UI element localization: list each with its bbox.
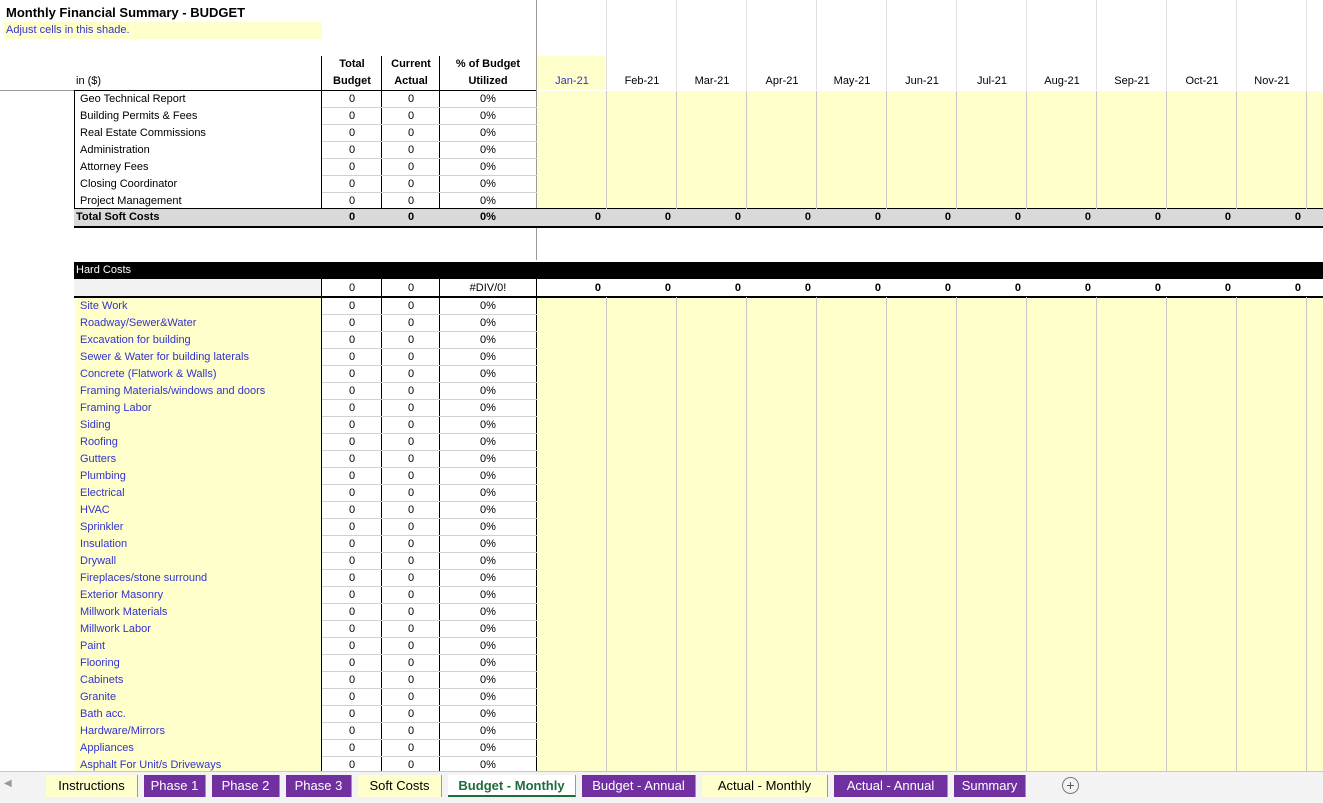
row-label[interactable]: Sewer & Water for building laterals <box>80 351 249 363</box>
month-total-value: 0 <box>734 282 741 294</box>
row-budget: 0 <box>348 351 356 363</box>
gridline <box>746 297 747 771</box>
month-header: Aug-21 <box>1044 75 1080 87</box>
row-label[interactable]: Appliances <box>80 742 134 754</box>
gridline <box>956 91 957 209</box>
row-budget: 0 <box>348 589 356 601</box>
row-label: Administration <box>80 144 150 156</box>
row-budget: 0 <box>348 555 356 567</box>
month-total-value: 0 <box>664 282 671 294</box>
gridline <box>1236 0 1237 90</box>
row-budget: 0 <box>348 144 356 156</box>
row-budget: 0 <box>348 453 356 465</box>
pct-utilized-header-2: Utilized <box>468 75 508 87</box>
row-budget: 0 <box>348 487 356 499</box>
row-actual: 0 <box>407 368 415 380</box>
row-budget: 0 <box>348 504 356 516</box>
row-pct: 0% <box>480 419 496 431</box>
month-total-value: 0 <box>664 211 671 223</box>
tab-phase-2[interactable]: Phase 2 <box>212 775 280 797</box>
row-label[interactable]: HVAC <box>80 504 110 516</box>
gridline <box>606 297 607 771</box>
row-label[interactable]: Electrical <box>80 487 125 499</box>
gridline <box>1096 297 1097 771</box>
row-actual: 0 <box>407 195 415 207</box>
month-total-value: 0 <box>1154 211 1161 223</box>
row-actual: 0 <box>407 487 415 499</box>
gridline <box>1306 297 1307 771</box>
tab-phase-1[interactable]: Phase 1 <box>144 775 206 797</box>
row-budget: 0 <box>348 725 356 737</box>
row-label[interactable]: Gutters <box>80 453 117 465</box>
month-total-value: 0 <box>594 211 601 223</box>
row-pct: 0% <box>480 623 496 635</box>
row-actual: 0 <box>407 640 415 652</box>
row-budget: 0 <box>348 742 356 754</box>
gridline <box>676 91 677 209</box>
row-budget: 0 <box>348 195 356 207</box>
row-pct: 0% <box>480 453 496 465</box>
tab-budget-annual[interactable]: Budget - Annual <box>582 775 696 797</box>
row-actual: 0 <box>407 419 415 431</box>
row-label[interactable]: Asphalt For Unit/s Driveways <box>80 759 222 771</box>
month-total-value: 0 <box>1084 282 1091 294</box>
row-label[interactable]: Millwork Materials <box>80 606 168 618</box>
plus-circle-icon[interactable]: + <box>1062 777 1079 794</box>
gridline <box>746 91 747 209</box>
gridline <box>1306 91 1307 209</box>
month-total-value: 0 <box>804 282 811 294</box>
total-soft-actual: 0 <box>407 211 415 223</box>
gridline <box>1166 91 1167 209</box>
gridline <box>1166 297 1167 771</box>
row-pct: 0% <box>480 385 496 397</box>
row-actual: 0 <box>407 334 415 346</box>
row-budget: 0 <box>348 606 356 618</box>
tab-instructions[interactable]: Instructions <box>46 775 138 797</box>
sheet-tab-bar <box>0 771 1323 803</box>
row-label[interactable]: Insulation <box>80 538 128 550</box>
row-budget: 0 <box>348 657 356 669</box>
gridline <box>886 91 887 209</box>
row-actual: 0 <box>407 144 415 156</box>
gridline <box>816 0 817 90</box>
gridline <box>1096 0 1097 90</box>
row-pct: 0% <box>480 436 496 448</box>
row-actual: 0 <box>407 127 415 139</box>
tab-summary[interactable]: Summary <box>954 775 1026 797</box>
month-total-value: 0 <box>944 282 951 294</box>
row-actual: 0 <box>407 759 415 771</box>
month-header: Jul-21 <box>977 75 1007 87</box>
row-pct: 0% <box>480 144 496 156</box>
month-header: Mar-21 <box>694 75 730 87</box>
month-total-value: 0 <box>874 211 881 223</box>
month-total-value: 0 <box>804 211 811 223</box>
row-pct: 0% <box>480 334 496 346</box>
month-header: Jun-21 <box>905 75 939 87</box>
month-total-value: 0 <box>734 211 741 223</box>
row-pct: 0% <box>480 487 496 499</box>
month-header: Feb-21 <box>624 75 660 87</box>
gridline <box>606 91 607 209</box>
tab-phase-3[interactable]: Phase 3 <box>286 775 352 797</box>
row-label[interactable]: Framing Labor <box>80 402 152 414</box>
row-pct: 0% <box>480 195 496 207</box>
row-label[interactable]: Framing Materials/windows and doors <box>80 385 266 397</box>
gridline <box>1306 0 1307 90</box>
gridline <box>1026 91 1027 209</box>
row-label[interactable]: Site Work <box>80 300 128 312</box>
row-label[interactable]: Excavation for building <box>80 334 191 346</box>
gridline <box>816 91 817 209</box>
row-budget: 0 <box>348 691 356 703</box>
row-pct: 0% <box>480 317 496 329</box>
row-budget: 0 <box>348 93 356 105</box>
row-budget: 0 <box>348 161 356 173</box>
row-budget: 0 <box>348 759 356 771</box>
row-actual: 0 <box>407 178 415 190</box>
row-budget: 0 <box>348 178 356 190</box>
month-total-value: 0 <box>1014 282 1021 294</box>
row-pct: 0% <box>480 538 496 550</box>
month-total-value: 0 <box>1294 211 1301 223</box>
row-pct: 0% <box>480 742 496 754</box>
month-total-value: 0 <box>1084 211 1091 223</box>
row-pct: 0% <box>480 589 496 601</box>
row-label: Real Estate Commissions <box>80 127 206 139</box>
gridline <box>676 297 677 771</box>
row-actual: 0 <box>407 385 415 397</box>
input-shade-note: Adjust cells in this shade. <box>4 22 322 39</box>
row-budget: 0 <box>348 538 356 550</box>
gridline <box>676 0 677 90</box>
row-actual: 0 <box>407 521 415 533</box>
row-pct: 0% <box>480 725 496 737</box>
row-pct: 0% <box>480 127 496 139</box>
month-header: Nov-21 <box>1254 75 1290 87</box>
phase-pct: #DIV/0! <box>469 282 507 294</box>
row-actual: 0 <box>407 555 415 567</box>
total-budget-header-1: Total <box>339 58 365 70</box>
gridline <box>1236 91 1237 209</box>
row-budget: 0 <box>348 708 356 720</box>
month-total-value: 0 <box>594 282 601 294</box>
sheet-title: Monthly Financial Summary - BUDGET <box>6 5 246 20</box>
divider <box>536 279 537 771</box>
row-pct: 0% <box>480 708 496 720</box>
gridline <box>956 297 957 771</box>
row-pct: 0% <box>480 504 496 516</box>
month-total-value: 0 <box>1294 282 1301 294</box>
row-actual: 0 <box>407 691 415 703</box>
row-actual: 0 <box>407 300 415 312</box>
row-label[interactable]: Concrete (Flatwork & Walls) <box>80 368 217 380</box>
row-label[interactable]: Millwork Labor <box>80 623 151 635</box>
month-total-value: 0 <box>944 211 951 223</box>
total-budget-header-2: Budget <box>333 75 371 87</box>
row-actual: 0 <box>407 572 415 584</box>
row-pct: 0% <box>480 521 496 533</box>
row-label: Geo Technical Report <box>80 93 186 105</box>
tab-actual-monthly[interactable]: Actual - Monthly <box>702 775 828 797</box>
row-label[interactable]: Plumbing <box>80 470 126 482</box>
row-pct: 0% <box>480 691 496 703</box>
soft-cost-monthly-inputs[interactable] <box>537 91 1323 209</box>
row-actual: 0 <box>407 742 415 754</box>
row-actual: 0 <box>407 161 415 173</box>
divider <box>381 56 382 90</box>
month-total-value: 0 <box>874 282 881 294</box>
gridline <box>1026 0 1027 90</box>
row-label[interactable]: Flooring <box>80 657 120 669</box>
month-header: Sep-21 <box>1114 75 1150 87</box>
month-total-value: 0 <box>1224 282 1231 294</box>
row-budget: 0 <box>348 368 356 380</box>
row-label[interactable]: Fireplaces/stone surround <box>80 572 208 584</box>
gridline <box>1166 0 1167 90</box>
row-actual: 0 <box>407 93 415 105</box>
gridline <box>606 0 607 90</box>
month-header: Jan-21 <box>555 75 589 87</box>
row-actual: 0 <box>407 110 415 122</box>
gridline <box>746 0 747 90</box>
gridline <box>956 0 957 90</box>
total-bottom-border <box>74 226 1323 228</box>
tab-soft-costs[interactable]: Soft Costs <box>358 775 442 797</box>
row-actual: 0 <box>407 725 415 737</box>
row-actual: 0 <box>407 504 415 516</box>
row-label[interactable]: Cabinets <box>80 674 124 686</box>
row-pct: 0% <box>480 606 496 618</box>
row-label[interactable]: Roadway/Sewer&Water <box>80 317 197 329</box>
row-actual: 0 <box>407 317 415 329</box>
row-pct: 0% <box>480 110 496 122</box>
row-pct: 0% <box>480 470 496 482</box>
row-budget: 0 <box>348 385 356 397</box>
row-pct: 0% <box>480 161 496 173</box>
gridline <box>886 0 887 90</box>
row-label[interactable]: Drywall <box>80 555 117 567</box>
row-budget: 0 <box>348 110 356 122</box>
phase-actual: 0 <box>407 282 415 294</box>
month-total-value: 0 <box>1014 211 1021 223</box>
row-pct: 0% <box>480 93 496 105</box>
current-actual-header-1: Current <box>391 58 431 70</box>
row-label: Building Permits & Fees <box>80 110 198 122</box>
row-budget: 0 <box>348 640 356 652</box>
row-actual: 0 <box>407 674 415 686</box>
row-budget: 0 <box>348 623 356 635</box>
tab-actual-annual[interactable]: Actual - Annual <box>834 775 948 797</box>
row-pct: 0% <box>480 572 496 584</box>
row-actual: 0 <box>407 470 415 482</box>
row-label[interactable]: Siding <box>80 419 111 431</box>
divider <box>439 56 440 90</box>
total-soft-budget: 0 <box>348 211 356 223</box>
row-pct: 0% <box>480 657 496 669</box>
row-budget: 0 <box>348 470 356 482</box>
row-actual: 0 <box>407 589 415 601</box>
row-actual: 0 <box>407 623 415 635</box>
row-budget: 0 <box>348 674 356 686</box>
phase-label-bg <box>74 279 322 297</box>
row-pct: 0% <box>480 178 496 190</box>
row-actual: 0 <box>407 657 415 669</box>
units-label: in ($) <box>76 75 102 87</box>
tab-budget-monthly[interactable]: Budget - Monthly <box>448 775 576 797</box>
row-budget: 0 <box>348 419 356 431</box>
month-header: Apr-21 <box>765 75 799 87</box>
row-label[interactable]: Hardware/Mirrors <box>80 725 165 737</box>
row-actual: 0 <box>407 351 415 363</box>
month-total-value: 0 <box>1224 211 1231 223</box>
month-total-value: 0 <box>1154 282 1161 294</box>
row-pct: 0% <box>480 759 496 771</box>
row-label: Closing Coordinator <box>80 178 178 190</box>
row-pct: 0% <box>480 674 496 686</box>
row-actual: 0 <box>407 708 415 720</box>
total-soft-costs-label: Total Soft Costs <box>76 211 160 223</box>
row-budget: 0 <box>348 402 356 414</box>
row-pct: 0% <box>480 300 496 312</box>
row-label[interactable]: Bath acc. <box>80 708 126 720</box>
row-label[interactable]: Roofing <box>80 436 118 448</box>
left-border <box>74 91 75 226</box>
row-actual: 0 <box>407 453 415 465</box>
hard-costs-section-header: Hard Costs <box>74 262 1323 279</box>
row-label: Project Management <box>80 195 182 207</box>
row-actual: 0 <box>407 538 415 550</box>
row-budget: 0 <box>348 127 356 139</box>
phase-budget: 0 <box>348 282 356 294</box>
row-pct: 0% <box>480 555 496 567</box>
row-label[interactable]: Paint <box>80 640 106 652</box>
gridline <box>1096 91 1097 209</box>
pct-utilized-header-1: % of Budget <box>455 58 521 70</box>
row-budget: 0 <box>348 334 356 346</box>
gridline <box>1236 297 1237 771</box>
row-pct: 0% <box>480 402 496 414</box>
gridline <box>886 297 887 771</box>
row-label[interactable]: Granite <box>80 691 117 703</box>
month-header: May-21 <box>833 75 871 87</box>
total-soft-pct: 0% <box>480 211 496 223</box>
row-budget: 0 <box>348 572 356 584</box>
row-pct: 0% <box>480 640 496 652</box>
row-label[interactable]: Exterior Masonry <box>80 589 164 601</box>
hard-cost-monthly-inputs[interactable] <box>537 297 1323 771</box>
row-label[interactable]: Sprinkler <box>80 521 124 533</box>
gridline <box>1026 297 1027 771</box>
row-budget: 0 <box>348 436 356 448</box>
row-budget: 0 <box>348 317 356 329</box>
row-pct: 0% <box>480 351 496 363</box>
row-budget: 0 <box>348 521 356 533</box>
row-budget: 0 <box>348 300 356 312</box>
row-actual: 0 <box>407 606 415 618</box>
triangle-left-icon[interactable]: ◀ <box>4 778 12 789</box>
row-actual: 0 <box>407 436 415 448</box>
month-header: Oct-21 <box>1185 75 1219 87</box>
row-label: Attorney Fees <box>80 161 149 173</box>
divider <box>321 56 322 90</box>
gridline <box>816 297 817 771</box>
row-pct: 0% <box>480 368 496 380</box>
row-actual: 0 <box>407 402 415 414</box>
current-actual-header-2: Actual <box>394 75 428 87</box>
